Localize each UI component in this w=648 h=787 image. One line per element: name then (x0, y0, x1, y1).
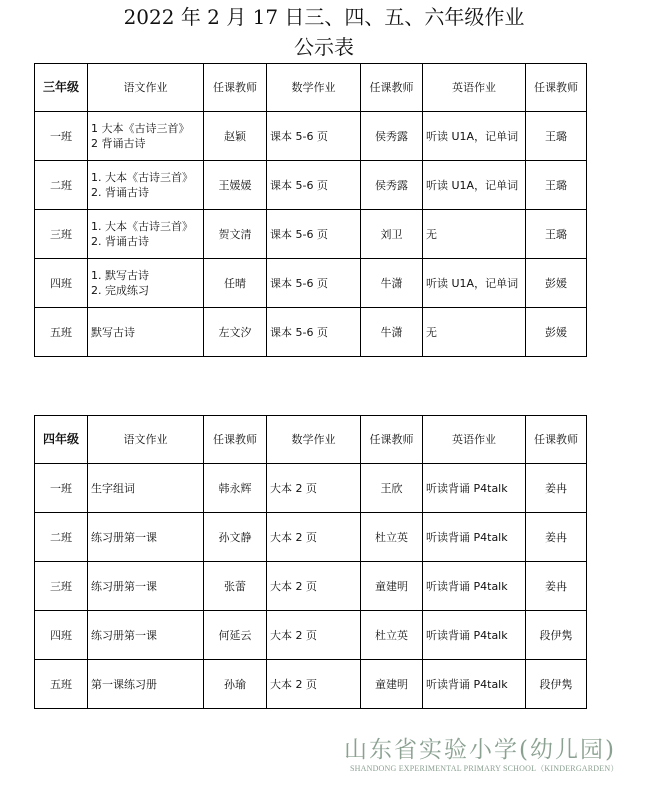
grade3-table-body (35, 64, 587, 357)
column-header: 任课教师 (361, 64, 423, 112)
math-homework: 课本 5-6 页 (267, 112, 361, 161)
english-homework: 无 (423, 308, 526, 357)
math-homework: 大本 2 页 (267, 464, 361, 513)
english-homework: 听读背诵 P4talk (423, 611, 526, 660)
english-homework: 听读 U1A，记单词 (423, 112, 526, 161)
english-homework: 听读 U1A，记单词 (423, 161, 526, 210)
class-name: 三班 (35, 562, 88, 611)
english-teacher: 彭媛 (526, 308, 587, 357)
chinese-homework (88, 210, 204, 259)
column-header: 语文作业 (88, 64, 204, 112)
english-teacher: 段伊隽 (526, 611, 587, 660)
english-homework: 听读背诵 P4talk (423, 660, 526, 709)
table-header-row (35, 416, 587, 464)
column-header: 数学作业 (267, 64, 361, 112)
math-homework: 课本 5-6 页 (267, 210, 361, 259)
class-name: 一班 (35, 112, 88, 161)
chinese-homework-line: 1 大本《古诗三首》 (91, 122, 190, 135)
column-header: 任课教师 (526, 64, 587, 112)
english-teacher: 王璐 (526, 161, 587, 210)
chinese-teacher: 何延云 (204, 611, 267, 660)
math-teacher: 王欣 (361, 464, 423, 513)
chinese-homework (88, 660, 204, 709)
chinese-homework-line: 2. 完成练习 (91, 284, 149, 297)
class-name: 二班 (35, 513, 88, 562)
math-teacher: 童建明 (361, 562, 423, 611)
column-header: 英语作业 (423, 416, 526, 464)
math-teacher: 杜立英 (361, 513, 423, 562)
chinese-homework (88, 611, 204, 660)
chinese-teacher: 左文汐 (204, 308, 267, 357)
chinese-teacher: 张蕾 (204, 562, 267, 611)
chinese-homework (88, 259, 204, 308)
table-row (35, 112, 587, 161)
chinese-teacher: 韩永辉 (204, 464, 267, 513)
chinese-homework-line: 1. 大本《古诗三首》 (91, 171, 193, 184)
chinese-homework-line: 练习册第一课 (91, 530, 157, 544)
class-name: 二班 (35, 161, 88, 210)
math-homework: 大本 2 页 (267, 660, 361, 709)
math-teacher: 侯秀露 (361, 161, 423, 210)
math-homework: 课本 5-6 页 (267, 308, 361, 357)
grade3-homework-table (34, 63, 587, 357)
chinese-teacher: 王媛媛 (204, 161, 267, 210)
column-header: 英语作业 (423, 64, 526, 112)
table-row (35, 513, 587, 562)
math-homework: 课本 5-6 页 (267, 161, 361, 210)
english-teacher: 姜冉 (526, 513, 587, 562)
math-teacher: 牛潇 (361, 308, 423, 357)
class-name: 五班 (35, 660, 88, 709)
math-teacher: 杜立英 (361, 611, 423, 660)
column-header: 任课教师 (204, 416, 267, 464)
english-teacher: 段伊隽 (526, 660, 587, 709)
english-teacher: 彭媛 (526, 259, 587, 308)
math-homework: 大本 2 页 (267, 513, 361, 562)
english-teacher: 王璐 (526, 210, 587, 259)
class-name: 三班 (35, 210, 88, 259)
english-homework: 无 (423, 210, 526, 259)
english-teacher: 姜冉 (526, 562, 587, 611)
english-homework: 听读背诵 P4talk (423, 464, 526, 513)
table-row (35, 660, 587, 709)
table-row (35, 308, 587, 357)
class-name: 五班 (35, 308, 88, 357)
column-header: 数学作业 (267, 416, 361, 464)
chinese-teacher: 贺文清 (204, 210, 267, 259)
math-teacher: 侯秀露 (361, 112, 423, 161)
school-logo (344, 736, 640, 774)
chinese-homework-line: 练习册第一课 (91, 579, 157, 593)
page-subtitle: 公示表 (294, 35, 354, 59)
chinese-teacher: 孙瑜 (204, 660, 267, 709)
english-teacher: 姜冉 (526, 464, 587, 513)
chinese-homework (88, 308, 204, 357)
grade4-homework-table (34, 415, 587, 709)
chinese-homework-line: 2 背诵古诗 (91, 137, 146, 150)
table-header-row (35, 64, 587, 112)
school-name-cn: 山东省实验小学(幼儿园) (344, 737, 616, 763)
math-teacher: 牛潇 (361, 259, 423, 308)
english-homework: 听读背诵 P4talk (423, 562, 526, 611)
school-name-en: SHANDONG EXPERIMENTAL PRIMARY SCHOOL（KINDERGARDEN） (350, 764, 619, 773)
class-name: 一班 (35, 464, 88, 513)
table-row (35, 464, 587, 513)
column-header: 任课教师 (526, 416, 587, 464)
grade-label: 四年级 (35, 416, 88, 464)
table-row (35, 562, 587, 611)
chinese-homework (88, 112, 204, 161)
column-header: 语文作业 (88, 416, 204, 464)
english-homework: 听读背诵 P4talk (423, 513, 526, 562)
grade-label: 三年级 (35, 64, 88, 112)
math-teacher: 童建明 (361, 660, 423, 709)
class-name: 四班 (35, 611, 88, 660)
chinese-homework-line: 生字组词 (91, 481, 135, 495)
chinese-homework (88, 562, 204, 611)
chinese-homework-line: 练习册第一课 (91, 628, 157, 642)
chinese-homework (88, 464, 204, 513)
chinese-teacher: 孙文静 (204, 513, 267, 562)
class-name: 四班 (35, 259, 88, 308)
table-row (35, 161, 587, 210)
english-homework: 听读 U1A，记单词 (423, 259, 526, 308)
column-header: 任课教师 (361, 416, 423, 464)
chinese-teacher: 赵颖 (204, 112, 267, 161)
math-teacher: 刘卫 (361, 210, 423, 259)
column-header: 任课教师 (204, 64, 267, 112)
chinese-homework (88, 513, 204, 562)
table-row (35, 611, 587, 660)
table-row (35, 210, 587, 259)
english-teacher: 王璐 (526, 112, 587, 161)
grade4-table-body (35, 416, 587, 709)
table-row (35, 259, 587, 308)
chinese-teacher: 任晴 (204, 259, 267, 308)
chinese-homework-line: 2. 背诵古诗 (91, 186, 149, 199)
math-homework: 大本 2 页 (267, 562, 361, 611)
chinese-homework-line: 1. 默写古诗 (91, 269, 149, 282)
chinese-homework (88, 161, 204, 210)
chinese-homework-line: 默写古诗 (91, 325, 135, 339)
page-title: 2022 年 2 月 17 日三、四、五、六年级作业 (123, 5, 525, 29)
math-homework: 课本 5-6 页 (267, 259, 361, 308)
math-homework: 大本 2 页 (267, 611, 361, 660)
chinese-homework-line: 第一课练习册 (91, 677, 157, 691)
chinese-homework-line: 1. 大本《古诗三首》 (91, 220, 193, 233)
chinese-homework-line: 2. 背诵古诗 (91, 235, 149, 248)
